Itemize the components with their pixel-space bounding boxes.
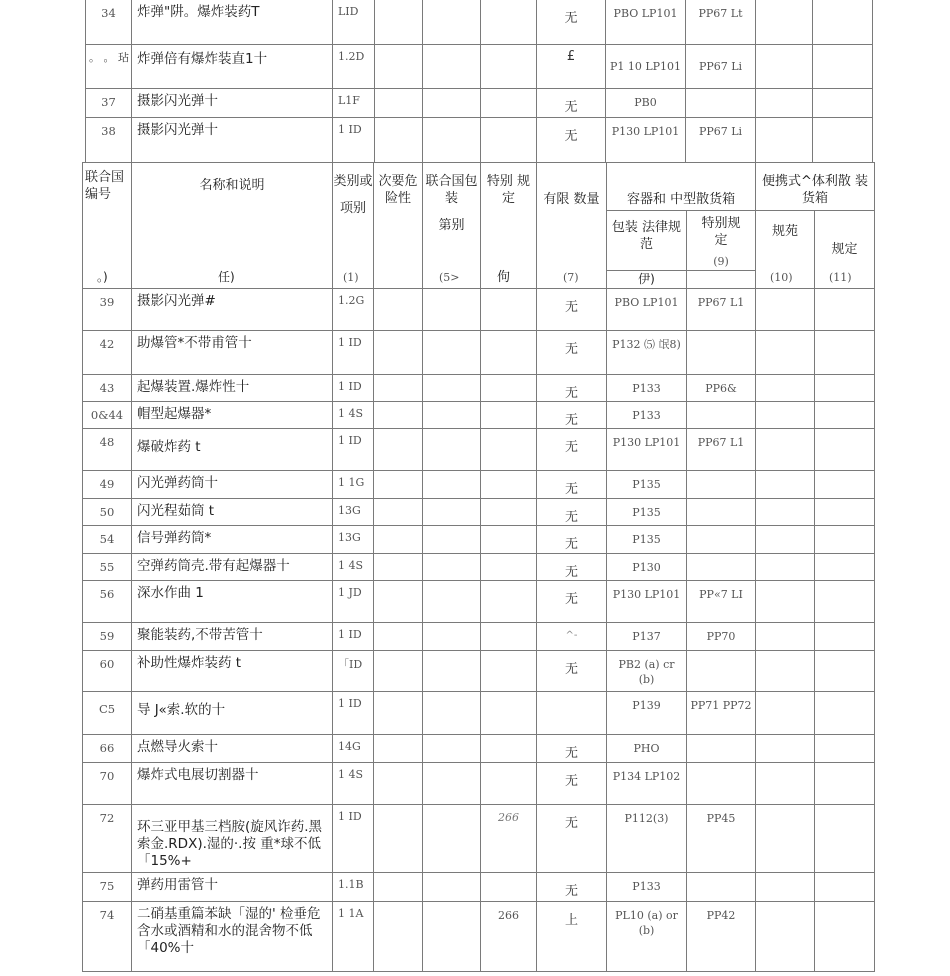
table-row: [83, 692, 875, 735]
header-col-11: (11): [829, 271, 852, 284]
table-row: [86, 118, 873, 163]
packing: PHO: [607, 735, 687, 763]
special-rule: [687, 331, 756, 375]
table-row: [83, 331, 875, 375]
header-containers: 容器和 中型散货箱: [607, 163, 756, 211]
un-number: 39: [83, 289, 132, 331]
packing: PB2 (a) cr (b): [607, 651, 687, 692]
un-number: 34: [86, 0, 132, 45]
header-pack-group-2: 第别: [438, 218, 465, 233]
item-name: 摄影闪光弹十: [132, 118, 333, 163]
special-provision: [481, 526, 537, 554]
header-un-number: 联合国编号: [85, 170, 125, 202]
un-number: 50: [83, 499, 132, 526]
limited-qty: 无: [537, 118, 606, 163]
un-number: 42: [83, 331, 132, 375]
item-name: 爆破炸药 t: [132, 429, 333, 471]
special-rule: [687, 873, 756, 902]
packing: P130 LP101: [607, 581, 687, 623]
item-class: 1.1B: [333, 873, 374, 902]
packing: P135: [607, 526, 687, 554]
packing: P137: [607, 623, 687, 651]
item-class: 1 ID: [333, 623, 374, 651]
packing: P112(3): [607, 805, 687, 873]
limited-qty: [537, 692, 607, 735]
header-col-10: (10): [770, 271, 793, 284]
packing: PB0: [606, 89, 686, 118]
limited-qty: 无: [537, 499, 607, 526]
item-name: 信号弹药筒*: [132, 526, 333, 554]
table-row: [83, 289, 875, 331]
item-class: 1 ID: [333, 429, 374, 471]
special-rule: PP«7 LI: [687, 581, 756, 623]
table-row: [83, 805, 875, 873]
header-col-2: 任): [218, 270, 235, 284]
table-row: [83, 402, 875, 429]
special-rule: PP67 Li: [686, 45, 756, 89]
special-rule: PP70: [687, 623, 756, 651]
special-provision: [481, 692, 537, 735]
un-number: 75: [83, 873, 132, 902]
item-name: 助爆管*不带甫管十: [132, 331, 333, 375]
special-provision: [481, 623, 537, 651]
item-name: 环三亚甲基三档胺(旋风诈药.黑索金.RDX).湿的·.按 重*球不低「15%+: [132, 805, 333, 873]
un-number: 55: [83, 554, 132, 581]
packing: P1 10 LP101: [606, 45, 686, 89]
item-class: LID: [333, 0, 375, 45]
header-col-9: (9): [713, 255, 729, 268]
table-header: [83, 163, 875, 211]
un-number: 59: [83, 623, 132, 651]
header-portable: 便携式^体利散 装货箱: [756, 163, 875, 211]
dangerous-goods-table: [82, 162, 875, 972]
packing: P134 LP102: [607, 763, 687, 805]
table-row: [83, 735, 875, 763]
table-row: [83, 763, 875, 805]
item-class: 1 1A: [333, 902, 374, 972]
header-pack-law: 包装 法律规范: [611, 220, 682, 252]
item-class: 13G: [333, 526, 374, 554]
header-col-3: (1): [343, 271, 359, 284]
item-name: 炸弹"阱。爆炸装药T: [132, 0, 333, 45]
table-row: [83, 526, 875, 554]
table-row: [83, 651, 875, 692]
special-provision: [481, 554, 537, 581]
special-rule: PP6&: [687, 375, 756, 402]
item-name: 深水作曲 1: [132, 581, 333, 623]
special-rule: [687, 651, 756, 692]
special-provision: [481, 289, 537, 331]
item-class: 1 JD: [333, 581, 374, 623]
header-special-rule: 特别规定: [701, 216, 741, 248]
table-row: [86, 45, 873, 89]
item-name: 点燃导火索十: [132, 735, 333, 763]
un-number: 66: [83, 735, 132, 763]
header-portable-spec: 规定: [831, 242, 858, 257]
item-name: 导 J«索.软的十: [132, 692, 333, 735]
limited-qty: 无: [537, 289, 607, 331]
un-number: 48: [83, 429, 132, 471]
special-provision: [481, 873, 537, 902]
item-name: 爆炸式电展切割器十: [132, 763, 333, 805]
item-class: 1 1G: [333, 471, 374, 499]
item-name: 摄影闪光弹#: [132, 289, 333, 331]
packing: P130 LP101: [607, 429, 687, 471]
special-provision: [481, 735, 537, 763]
header-name: 名称和说明: [199, 178, 265, 193]
un-number: 37: [86, 89, 132, 118]
un-number: 74: [83, 902, 132, 972]
special-provision: 266: [481, 902, 537, 972]
item-name: 帽型起爆器*: [132, 402, 333, 429]
special-rule: PP71 PP72: [687, 692, 756, 735]
limited-qty: 无: [537, 805, 607, 873]
item-class: 1 ID: [333, 375, 374, 402]
special-provision: [481, 651, 537, 692]
special-rule: [687, 402, 756, 429]
table-row: [83, 499, 875, 526]
item-class: 1 ID: [333, 805, 374, 873]
limited-qty: 无: [537, 763, 607, 805]
special-provision: [481, 763, 537, 805]
special-rule: [687, 526, 756, 554]
special-rule: PP67 L1: [687, 429, 756, 471]
limited-qty: 无: [537, 873, 607, 902]
header-class-2: 项别: [339, 201, 366, 216]
item-class: 14G: [333, 735, 374, 763]
table-row: [83, 902, 875, 972]
limited-qty: 无: [537, 735, 607, 763]
special-rule: [687, 554, 756, 581]
table-row: [86, 0, 873, 45]
header-col-5: (5>: [439, 271, 460, 284]
table-row: [83, 581, 875, 623]
limited-qty: 无: [537, 402, 607, 429]
table-row: [83, 429, 875, 471]
packing: P133: [607, 873, 687, 902]
item-class: 1 ID: [333, 692, 374, 735]
top-table: [85, 0, 873, 163]
un-number: 60: [83, 651, 132, 692]
item-name: 闪光程茹筒 t: [132, 499, 333, 526]
item-class: 1.2D: [333, 45, 375, 89]
packing: P130 LP101: [606, 118, 686, 163]
header-sub-risk: 次要危险性: [378, 174, 418, 206]
special-provision: [481, 429, 537, 471]
limited-qty: 无: [537, 375, 607, 402]
item-class: 1 4S: [333, 763, 374, 805]
table-row: [83, 554, 875, 581]
item-class: 1 4S: [333, 554, 374, 581]
header-col-8: 伊): [607, 271, 687, 289]
header-col-1: 。): [97, 270, 108, 284]
item-name: 起爆装置.爆炸性十: [132, 375, 333, 402]
limited-qty: 无: [537, 0, 606, 45]
special-provision: 266: [481, 805, 537, 873]
special-rule: [687, 499, 756, 526]
limited-qty: 无: [537, 429, 607, 471]
special-rule: [686, 89, 756, 118]
special-provision: [481, 499, 537, 526]
special-rule: [687, 763, 756, 805]
special-rule: [687, 471, 756, 499]
header-col-7: (7): [563, 271, 579, 284]
limited-qty: ^-: [537, 623, 607, 651]
table-row: [83, 375, 875, 402]
item-class: L1F: [333, 89, 375, 118]
packing: P133: [607, 375, 687, 402]
limited-qty: 无: [537, 554, 607, 581]
header-special: 特别 规定: [486, 174, 531, 206]
table-row: [83, 623, 875, 651]
item-class: 1 4S: [333, 402, 374, 429]
item-name: 空弹药筒壳.带有起爆器十: [132, 554, 333, 581]
limited-qty: 无: [537, 471, 607, 499]
limited-qty: 上: [537, 902, 607, 972]
un-number: 43: [83, 375, 132, 402]
item-name: 弹药用雷管十: [132, 873, 333, 902]
packing: P130: [607, 554, 687, 581]
special-rule: PP67 Lt: [686, 0, 756, 45]
header-limited: 有限 数量: [543, 192, 600, 207]
un-number: 49: [83, 471, 132, 499]
special-provision: [481, 331, 537, 375]
item-name: 炸弹倍有爆炸装直1十: [132, 45, 333, 89]
packing: P139: [607, 692, 687, 735]
un-number: 38: [86, 118, 132, 163]
packing: P133: [607, 402, 687, 429]
item-class: 1.2G: [333, 289, 374, 331]
special-provision: [481, 471, 537, 499]
packing: P135: [607, 499, 687, 526]
header-col-6: 佝: [497, 270, 511, 285]
special-rule: [687, 735, 756, 763]
un-number: 70: [83, 763, 132, 805]
item-name: 聚能装药,不带苦管十: [132, 623, 333, 651]
un-number: 56: [83, 581, 132, 623]
packing: PBO LP101: [606, 0, 686, 45]
special-provision: [481, 581, 537, 623]
limited-qty: 无: [537, 651, 607, 692]
item-class: 「ID: [333, 651, 374, 692]
special-provision: [481, 375, 537, 402]
packing: PL10 (a) or (b): [607, 902, 687, 972]
un-number: 72: [83, 805, 132, 873]
header-class: 类别或: [333, 174, 373, 189]
item-class: 1 ID: [333, 331, 374, 375]
packing: P132 ⑸ 氓8): [607, 331, 687, 375]
limited-qty: 无: [537, 526, 607, 554]
item-name: 闪光弹药筒十: [132, 471, 333, 499]
table-row: [86, 89, 873, 118]
limited-qty: 无: [537, 331, 607, 375]
item-class: 1 ID: [333, 118, 375, 163]
packing: PBO LP101: [607, 289, 687, 331]
header-pack-group: 联合国包装: [425, 174, 478, 206]
item-name: 二硝基重篇苯缺「湿的' 检垂危含水或酒精和水的混舍物不低「40%十: [132, 902, 333, 972]
item-class: 13G: [333, 499, 374, 526]
item-name: 补助性爆炸装药 t: [132, 651, 333, 692]
table-row: [83, 873, 875, 902]
table-row: [83, 471, 875, 499]
special-rule: PP45: [687, 805, 756, 873]
special-rule: PP67 L1: [687, 289, 756, 331]
special-rule: PP42: [687, 902, 756, 972]
packing: P135: [607, 471, 687, 499]
un-number: 0&44: [83, 402, 132, 429]
limited-qty: £: [537, 45, 606, 89]
un-number: 54: [83, 526, 132, 554]
special-rule: PP67 Li: [686, 118, 756, 163]
un-number: 。 。 玷: [86, 45, 132, 89]
header-portable-rule: 规苑: [772, 224, 799, 239]
un-number: C5: [83, 692, 132, 735]
item-name: 摄影闪光弹十: [132, 89, 333, 118]
special-provision: [481, 402, 537, 429]
limited-qty: 无: [537, 89, 606, 118]
limited-qty: 无: [537, 581, 607, 623]
